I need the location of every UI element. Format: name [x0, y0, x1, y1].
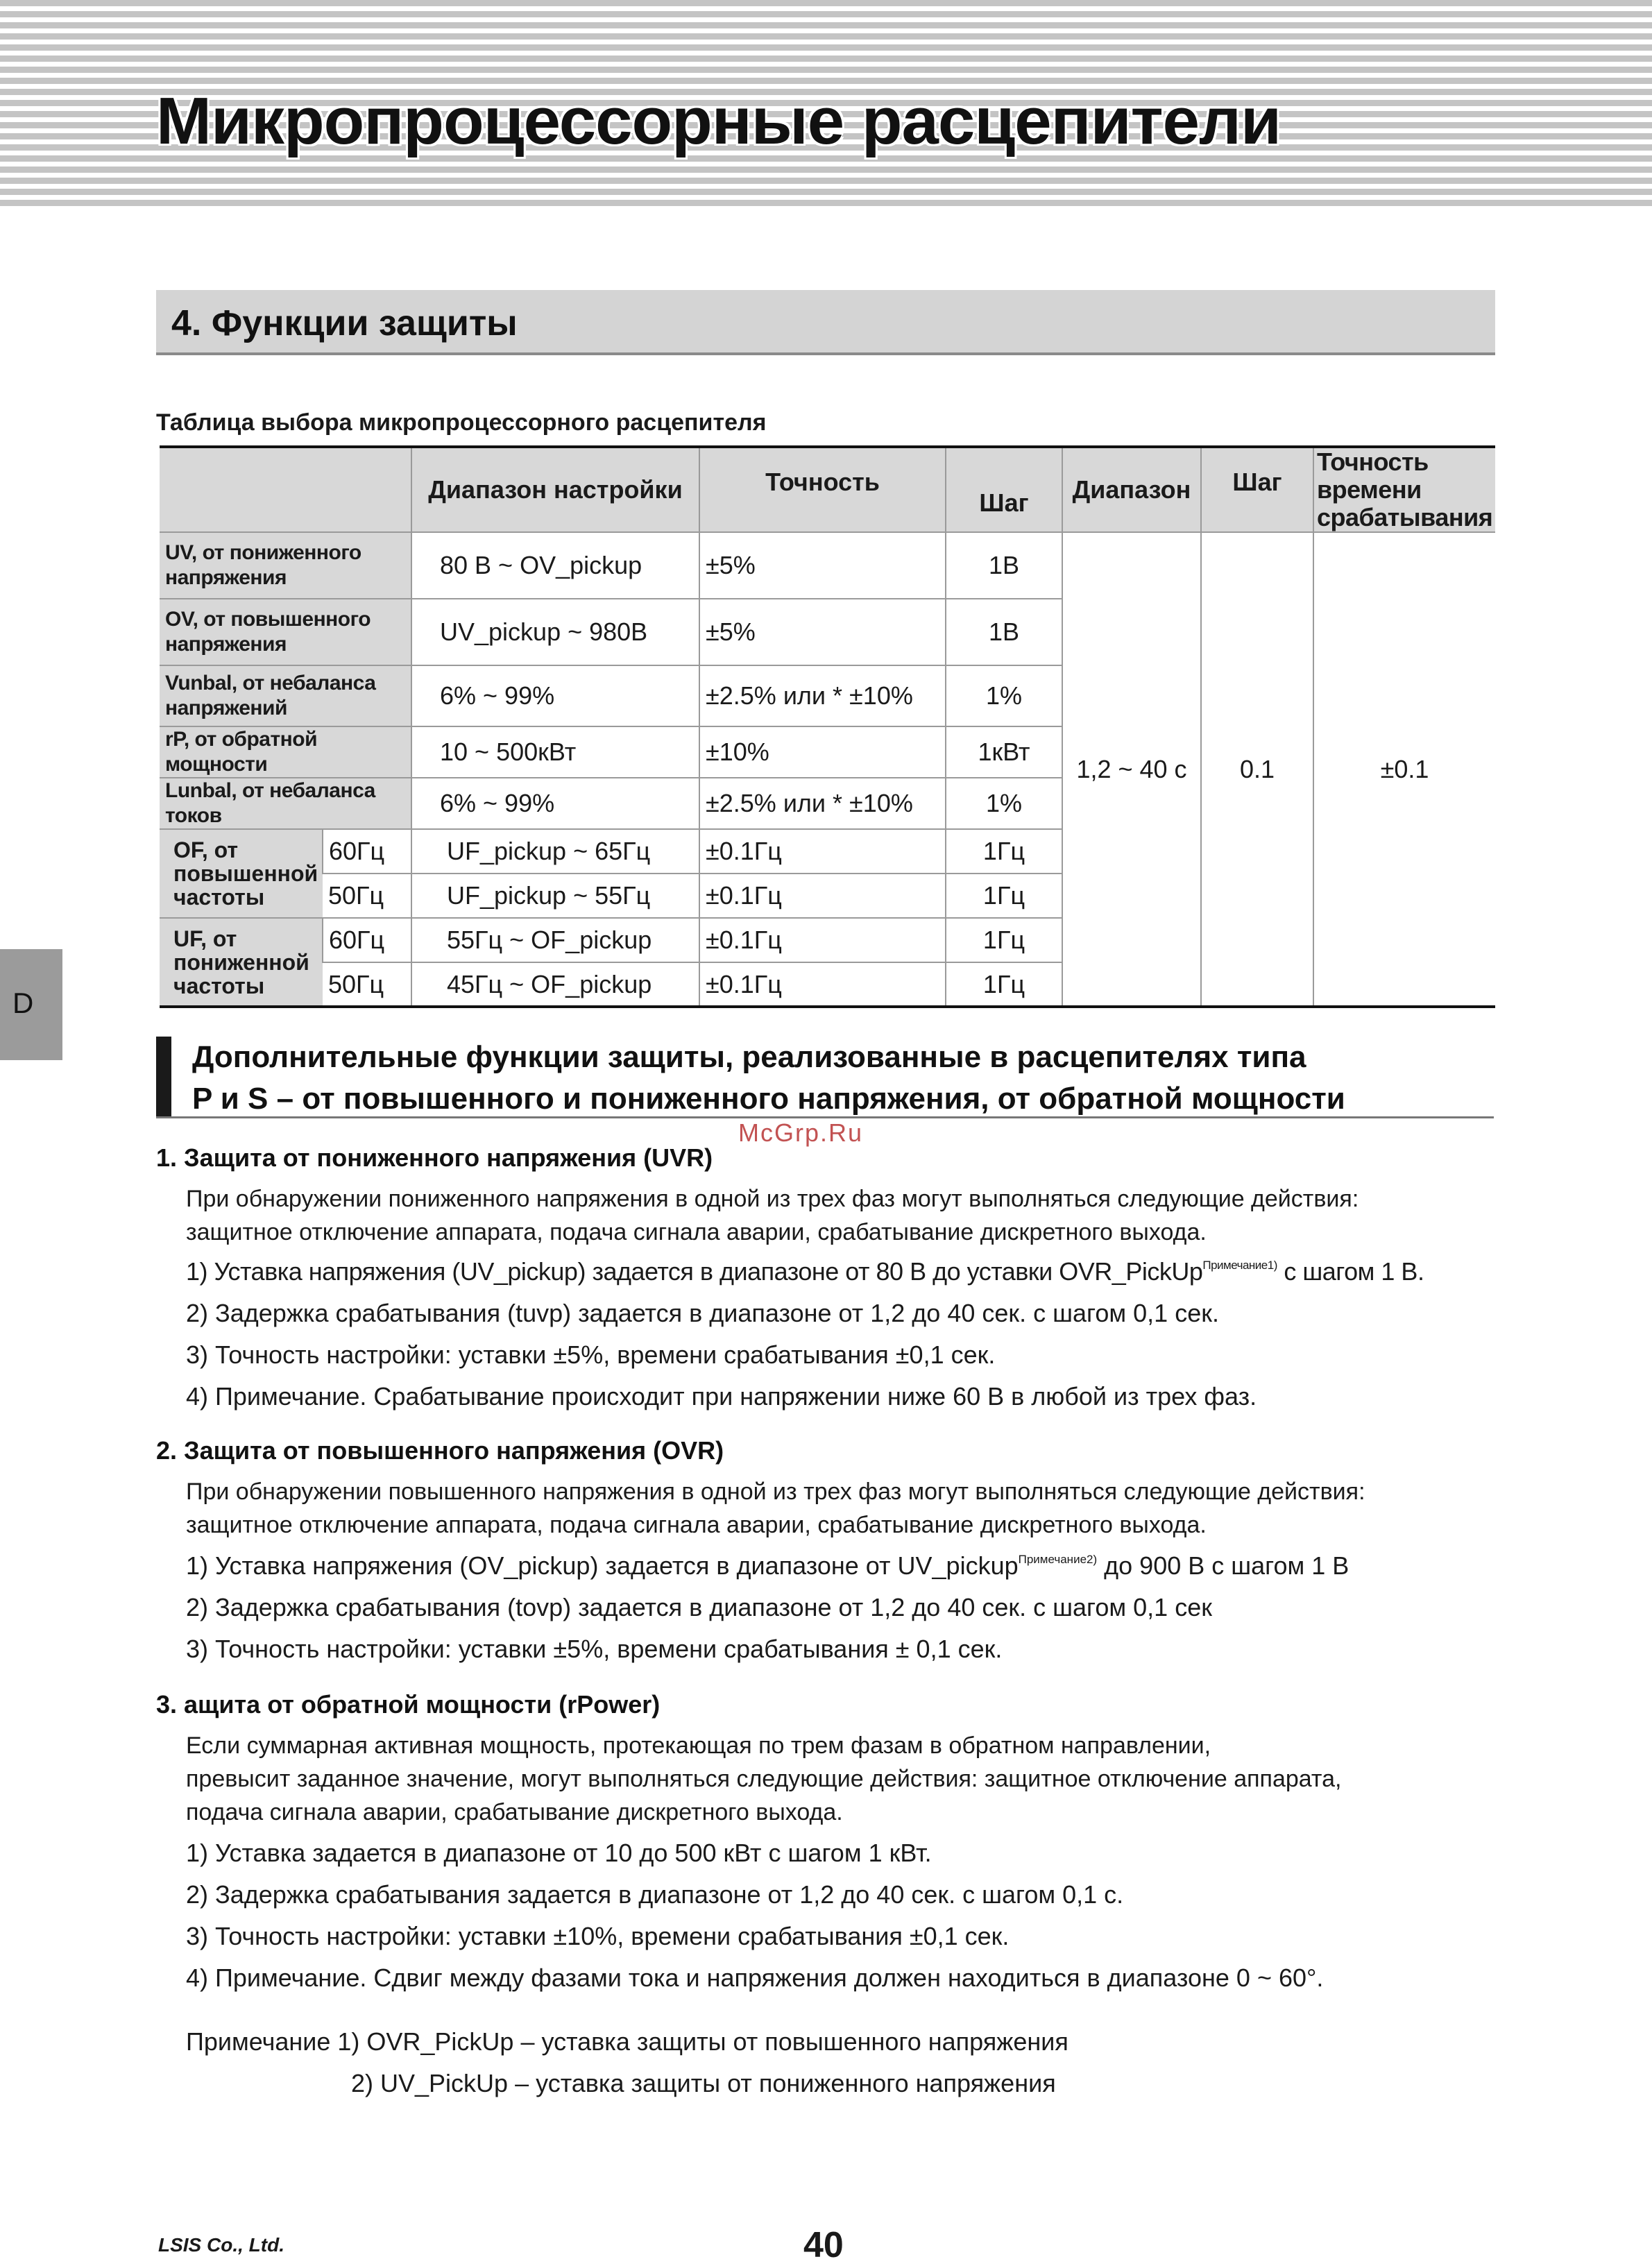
freq-value: 50Гц	[323, 962, 411, 1007]
ovr-item-1-end: до 900 В с шагом 1 В	[1104, 1551, 1349, 1580]
heading-bar	[156, 1037, 171, 1116]
table-header-row	[160, 447, 1495, 532]
heading-line-1: Дополнительные функции защиты, реализованные в расцепителях типа	[192, 1040, 1306, 1074]
uvr-intro-line-1: При обнаружении пониженного напряжения в одной из трех фаз могут выполняться следующие действия:	[186, 1186, 1359, 1212]
heading-text	[192, 1037, 1345, 1120]
watermark: McGrp.Ru	[738, 1118, 864, 1147]
row-label: OV, от повышенного напряжения	[160, 599, 411, 665]
table-caption: Таблица выбора микропроцессорного расцепителя	[156, 409, 767, 436]
uvr-item-1	[186, 1257, 1424, 1286]
accuracy-value: ±2.5% или * ±10%	[699, 778, 946, 829]
setting-value: UF_pickup ~ 65Гц	[411, 829, 699, 874]
setting-value: 6% ~ 99%	[411, 665, 699, 726]
row-label: Lunbal, от небаланса токов	[160, 778, 411, 829]
uvr-item-1-text: 1) Уставка напряжения (UV_pickup) задается в диапазоне от 80 В до уставки OVR_PickUp	[186, 1257, 1203, 1286]
setting-value: 55Гц ~ OF_pickup	[411, 918, 699, 962]
step-value: 1В	[946, 532, 1062, 599]
accuracy-value: ±5%	[699, 599, 946, 665]
ovr-intro-line-1: При обнаружении повышенного напряжения в одной из трех фаз могут выполняться следующие действия:	[186, 1479, 1365, 1505]
setting-value: 6% ~ 99%	[411, 778, 699, 829]
rpower-item-3: 3) Точность настройки: уставки ±10%, времени срабатывания ±0,1 сек.	[186, 1922, 1010, 1950]
uvr-intro-line-2: защитное отключение аппарата, подача сигнала аварии, срабатывание дискретного выхода.	[186, 1219, 1207, 1245]
trip-unit-table	[160, 445, 1495, 1008]
header-setting-range: Диапазон настройки	[411, 447, 699, 532]
step-value: 1%	[946, 778, 1062, 829]
accuracy-value: ±10%	[699, 726, 946, 778]
rpower-intro-line-3: подача сигнала аварии, срабатывание дискретного выхода.	[186, 1799, 843, 1825]
table-row	[160, 532, 1495, 599]
accuracy-value: ±0.1Гц	[699, 829, 946, 874]
uvr-item-1-end: с шагом 1 В.	[1284, 1257, 1424, 1286]
header-corner	[160, 447, 411, 532]
header-accuracy: Точность	[699, 447, 946, 532]
ovr-item-1-note: Примечание2)	[1018, 1553, 1098, 1566]
rpower-item-2: 2) Задержка срабатывания задается в диапазоне от 1,2 до 40 сек. с шагом 0,1 с.	[186, 1880, 1124, 1909]
header-time-accuracy: Точность времени срабатывания	[1313, 447, 1495, 532]
step-value: 1Гц	[946, 918, 1062, 962]
setting-value: 45Гц ~ OF_pickup	[411, 962, 699, 1007]
row-label: UV, от пониженного напряжения	[160, 532, 411, 599]
section-title: 4. Функции защиты	[171, 303, 518, 343]
shared-time-range: 1,2 ~ 40 с	[1062, 532, 1201, 1007]
group-label-of: OF, от повышенной частоты	[160, 829, 323, 918]
freq-value: 50Гц	[323, 874, 411, 918]
step-value: 1В	[946, 599, 1062, 665]
step-value: 1Гц	[946, 874, 1062, 918]
ovr-intro-line-2: защитное отключение аппарата, подача сигнала аварии, срабатывание дискретного выхода.	[186, 1512, 1207, 1538]
step-value: 1Гц	[946, 829, 1062, 874]
side-tab-letter: D	[12, 987, 34, 1019]
rpower-intro-line-1: Если суммарная активная мощность, протекающая по трем фазам в обратном направлении,	[186, 1732, 1211, 1759]
page-title: Микропроцессорные расцепители	[156, 84, 1281, 158]
ovr-title: 2. Защита от повышенного напряжения (OVR)	[156, 1436, 724, 1465]
uvr-item-2: 2) Задержка срабатывания (tuvp) задается в диапазоне от 1,2 до 40 сек. с шагом 0,1 сек.	[186, 1299, 1219, 1327]
setting-value: 80 В ~ OV_pickup	[411, 532, 699, 599]
note-2: 2) UV_PickUp – уставка защиты от пониженного напряжения	[351, 2069, 1056, 2097]
rpower-intro-line-2: превысит заданное значение, могут выполняться следующие действия: защитное отключение аппарата,	[186, 1766, 1342, 1792]
freq-value: 60Гц	[323, 918, 411, 962]
header-time-range: Диапазон	[1062, 447, 1201, 532]
setting-value: UV_pickup ~ 980В	[411, 599, 699, 665]
rpower-title: 3. ащита от обратной мощности (rPower)	[156, 1690, 661, 1719]
side-tab	[0, 949, 62, 1060]
shared-time-step: 0.1	[1201, 532, 1313, 1007]
freq-value: 60Гц	[323, 829, 411, 874]
note-1: Примечание 1) OVR_PickUp – уставка защиты от повышенного напряжения	[186, 2027, 1068, 2056]
row-label: rP, от обратной мощности	[160, 726, 411, 778]
accuracy-value: ±2.5% или * ±10%	[699, 665, 946, 726]
section-bar	[156, 290, 1495, 355]
step-value: 1%	[946, 665, 1062, 726]
rpower-item-1: 1) Уставка задается в диапазоне от 10 до 500 кВт с шагом 1 кВт.	[186, 1839, 932, 1867]
uvr-intro	[186, 1182, 1504, 1249]
ovr-item-3: 3) Точность настройки: уставки ±5%, времени срабатывания ± 0,1 сек.	[186, 1635, 1003, 1663]
uvr-item-3: 3) Точность настройки: уставки ±5%, времени срабатывания ±0,1 сек.	[186, 1340, 996, 1369]
additional-functions-heading	[156, 1037, 1494, 1118]
header-time-step: Шаг	[1201, 447, 1313, 532]
accuracy-value: ±0.1Гц	[699, 962, 946, 1007]
group-label-uf: UF, от пониженной частоты	[160, 918, 323, 1007]
accuracy-value: ±0.1Гц	[699, 874, 946, 918]
step-value: 1кВт	[946, 726, 1062, 778]
footer-company: LSIS Co., Ltd.	[158, 2234, 284, 2256]
setting-value: UF_pickup ~ 55Гц	[411, 874, 699, 918]
accuracy-value: ±5%	[699, 532, 946, 599]
shared-time-accuracy: ±0.1	[1313, 532, 1495, 1007]
ovr-intro	[186, 1475, 1504, 1542]
rpower-intro	[186, 1729, 1504, 1829]
step-value: 1Гц	[946, 962, 1062, 1007]
uvr-item-1-note: Примечание1)	[1202, 1259, 1277, 1272]
rpower-item-4: 4) Примечание. Сдвиг между фазами тока и напряжения должен находиться в диапазоне 0 ~ 60°.	[186, 1963, 1324, 1992]
header-step: Шаг	[946, 447, 1062, 532]
ovr-item-1	[186, 1551, 1349, 1581]
uvr-item-4: 4) Примечание. Срабатывание происходит при напряжении ниже 60 В в любой из трех фаз.	[186, 1382, 1257, 1411]
page-number: 40	[803, 2225, 844, 2265]
heading-line-2: P и S – от повышенного и пониженного напряжения, от обратной мощности	[192, 1082, 1345, 1116]
row-label: Vunbal, от небаланса напряжений	[160, 665, 411, 726]
uvr-title: 1. Защита от пониженного напряжения (UVR)	[156, 1143, 713, 1172]
ovr-item-1-text: 1) Уставка напряжения (OV_pickup) задается в диапазоне от UV_pickup	[186, 1551, 1019, 1580]
accuracy-value: ±0.1Гц	[699, 918, 946, 962]
setting-value: 10 ~ 500кВт	[411, 726, 699, 778]
ovr-item-2: 2) Задержка срабатывания (tovp) задается в диапазоне от 1,2 до 40 сек. с шагом 0,1 сек	[186, 1593, 1212, 1621]
